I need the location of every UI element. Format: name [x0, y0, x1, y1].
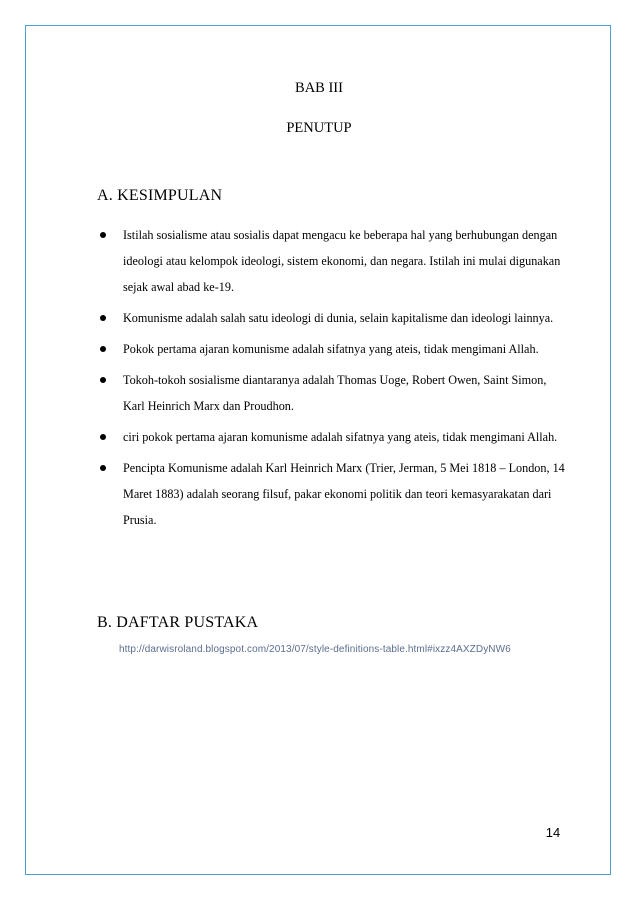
list-item: [97, 305, 567, 331]
reference-link[interactable]: http://darwisroland.blogspot.com/2013/07/style-definitions-table.html#ixzz4AXZDyNW6: [119, 644, 511, 655]
bullet-icon: [100, 346, 106, 352]
chapter-title: PENUTUP: [286, 120, 352, 136]
section-heading-kesimpulan: A. KESIMPULAN: [97, 187, 223, 204]
list-item: [97, 222, 567, 300]
list-item-text: Komunisme adalah salah satu ideologi di dunia, selain kapitalisme dan ideologi lainnya.: [123, 311, 554, 325]
bullet-icon: [100, 315, 106, 321]
bullet-icon: [100, 232, 106, 238]
page-number: 14: [545, 825, 561, 840]
list-item: [97, 424, 567, 450]
bullet-icon: [100, 377, 106, 383]
conclusion-list: [97, 222, 567, 533]
list-item-text: ciri pokok pertama ajaran komunisme adalah sifatnya yang ateis, tidak mengimani Allah.: [123, 430, 558, 444]
list-item-text: Tokoh-tokoh sosialisme diantaranya adalah Thomas Uoge, Robert Owen, Saint Simon, Karl Heinrich Marx dan Proudhon.: [123, 373, 547, 413]
list-item: [97, 336, 567, 362]
list-item-text: Pencipta Komunisme adalah Karl Heinrich Marx (Trier, Jerman, 5 Mei 1818 – London, 14 Maret 1883) adalah seorang filsuf, pakar ekonomi politik dan teori kemasyarakatan dari Prusia.: [123, 461, 565, 527]
bullet-icon: [100, 434, 106, 440]
list-item: [97, 455, 567, 533]
section-heading-daftar-pustaka: B. DAFTAR PUSTAKA: [97, 614, 259, 631]
list-item-text: Istilah sosialisme atau sosialis dapat mengacu ke beberapa hal yang berhubungan dengan ideologi atau kelompok ideologi, sistem ekonomi, dan negara. Istilah ini mulai digunakan sejak awal abad ke-19.: [123, 228, 561, 294]
chapter-label: BAB III: [295, 80, 343, 96]
bullet-icon: [100, 465, 106, 471]
list-item-text: Pokok pertama ajaran komunisme adalah sifatnya yang ateis, tidak mengimani Allah.: [123, 342, 539, 356]
list-item: [97, 367, 567, 419]
